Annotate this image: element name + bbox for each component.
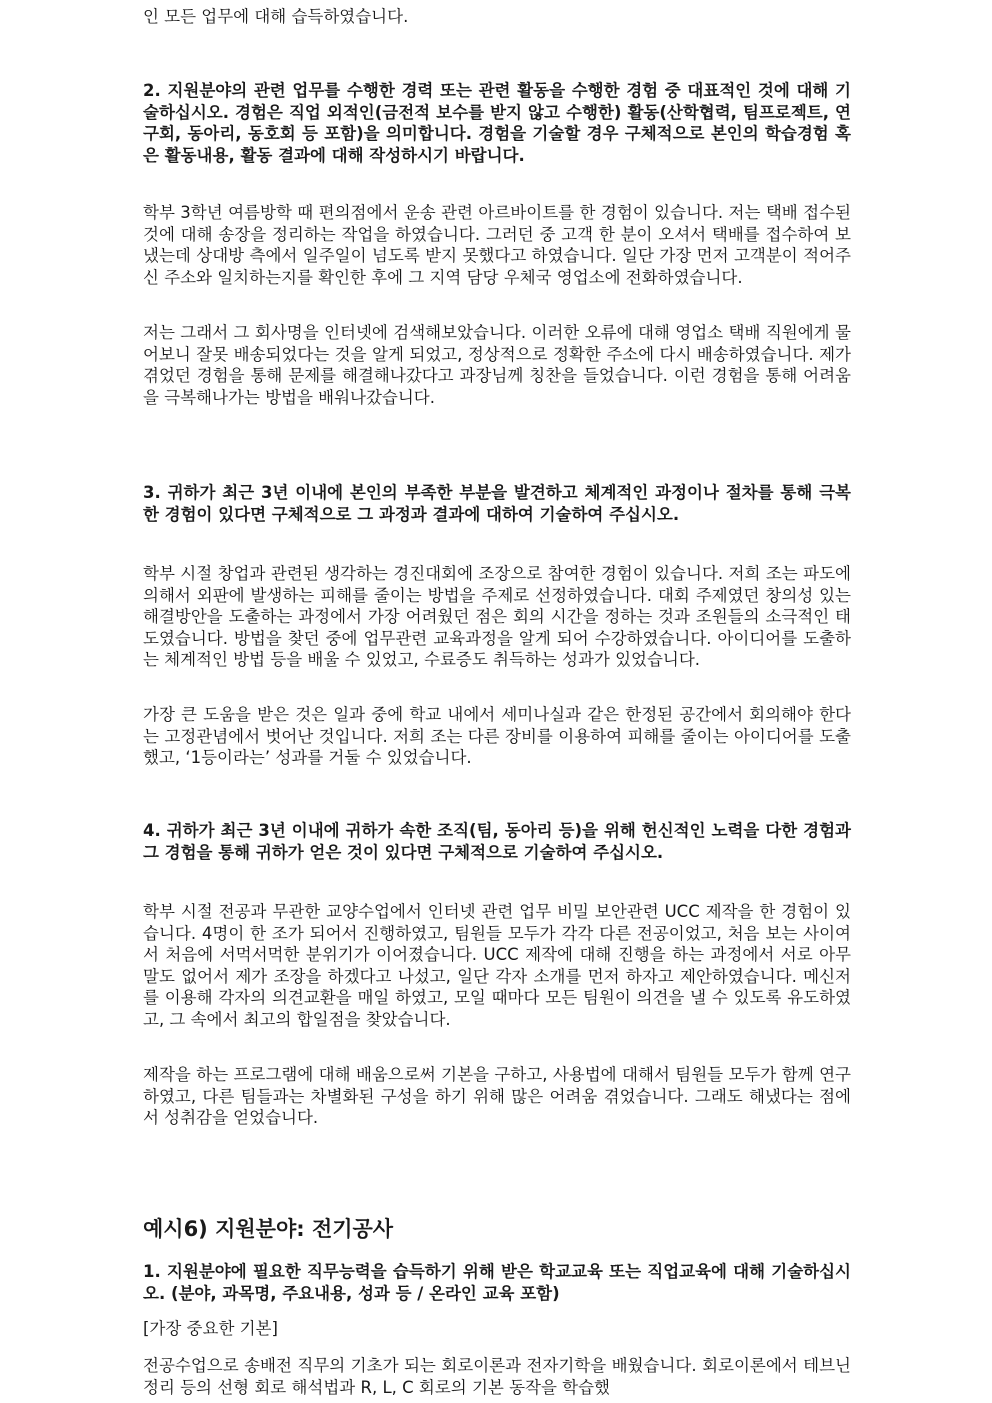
answer-4-paragraph-2: 제작을 하는 프로그램에 대해 배움으로써 기본을 구하고, 사용법에 대해서 팀원들 모두가 함께 연구하였고, 다른 팀들과는 차별화된 구성을 하기 위해 많은 어려움 겪었습니다. 그래도 해냈다는 점에서 성취감을 얻었습니다. bbox=[143, 1065, 851, 1127]
answer-3-paragraph-1: 학부 시절 창업과 관련된 생각하는 경진대회에 조장으로 참여한 경험이 있습니다. 저희 조는 파도에 의해서 외판에 발생하는 피해를 줄이는 방법을 주제로 선정하였습니다. 대회 주제였던 창의성 있는 해결방안을 도출하는 과정에서 가장 어려웠던 점은 회의 시간을 정하는 것과 조원들의 소극적인 태도였습니다. 방법을 찾던 중에 업무관련 교육과정을 알게 되어 수강하였습니다. 아이디어를 도출하는 체계적인 방법 등을 배울 수 있었고, 수료증도 취득하는 성과가 있었습니다. bbox=[143, 564, 851, 669]
answer-2-paragraph-1: 학부 3학년 여름방학 때 편의점에서 운송 관련 아르바이트를 한 경험이 있습니다. 저는 택배 접수된 것에 대해 송장을 정리하는 작업을 하였습니다. 그러던 중 고객 한 분이 오셔서 택배를 접수하여 보냈는데 상대방 측에서 일주일이 넘도록 받지 못했다고 하였습니다. 일단 가장 먼저 고객분이 적어주신 주소와 일치하는지를 확인한 후에 그 지역 담당 우체국 영업소에 전화하였습니다. bbox=[143, 203, 851, 287]
example-6-subheading: [가장 중요한 기본] bbox=[143, 1319, 278, 1338]
example-6-question-1: 1. 지원분야에 필요한 직무능력을 습득하기 위해 받은 학교교육 또는 직업교육에 대해 기술하십시오. (분야, 과목명, 주요내용, 성과 등 / 온라인 교육 포함) bbox=[143, 1262, 851, 1303]
question-3: 3. 귀하가 최근 3년 이내에 본인의 부족한 부분을 발견하고 체계적인 과정이나 절차를 통해 극복한 경험이 있다면 구체적으로 그 과정과 결과에 대하여 기술하여 주십시오. bbox=[143, 483, 851, 524]
answer-2-paragraph-2: 저는 그래서 그 회사명을 인터넷에 검색해보았습니다. 이러한 오류에 대해 영업소 택배 직원에게 물어보니 잘못 배송되었다는 것을 알게 되었고, 정상적으로 정확한 주소에 다시 배송하였습니다. 제가 겪었던 경험을 통해 문제를 해결해나갔다고 과장님께 칭찬을 들었습니다. 이런 경험을 통해 어려움을 극복해나가는 방법을 배워나갔습니다. bbox=[143, 323, 851, 407]
paragraph-continued: 인 모든 업무에 대해 습득하였습니다. bbox=[143, 7, 409, 26]
question-4: 4. 귀하가 최근 3년 이내에 귀하가 속한 조직(팀, 동아리 등)을 위해 헌신적인 노력을 다한 경험과 그 경험을 통해 귀하가 얻은 것이 있다면 구체적으로 기술하여 주십시오. bbox=[143, 821, 851, 862]
example-6-heading: 예시6) 지원분야: 전기공사 bbox=[143, 1217, 394, 1241]
answer-3-paragraph-2: 가장 큰 도움을 받은 것은 일과 중에 학교 내에서 세미나실과 같은 한정된 공간에서 회의해야 한다는 고정관념에서 벗어난 것입니다. 저희 조는 다른 장비를 이용하여 피해를 줄이는 아이디어를 도출했고, ‘1등이라는’ 성과를 거둘 수 있었습니다. bbox=[143, 705, 851, 767]
answer-4-paragraph-1: 학부 시절 전공과 무관한 교양수업에서 인터넷 관련 업무 비밀 보안관련 UCC 제작을 한 경험이 있습니다. 4명이 한 조가 되어서 진행하였고, 팀원들 모두가 각각 다른 전공이었고, 처음 보는 사이여서 처음에 서먹서먹한 분위기가 이어졌습니다. UCC 제작에 대해 진행을 하는 과정에서 서로 아무 말도 없어서 제가 조장을 하겠다고 나섰고, 일단 각자 소개를 먼저 하자고 제안하였습니다. 메신저를 이용해 각자의 의견교환을 매일 하였고, 모일 때마다 모든 팀원이 의견을 낼 수 있도록 유도하였고, 그 속에서 최고의 합일점을 찾았습니다. bbox=[143, 902, 851, 1029]
example-6-answer-1: 전공수업으로 송배전 직무의 기초가 되는 회로이론과 전자기학을 배웠습니다. 회로이론에서 테브닌 정리 등의 선형 회로 해석법과 R, L, C 회로의 기본 동작을 학습했 bbox=[143, 1356, 851, 1397]
question-2: 2. 지원분야의 관련 업무를 수행한 경력 또는 관련 활동을 수행한 경험 중 대표적인 것에 대해 기술하십시오. 경험은 직업 외적인(금전적 보수를 받지 않고 수행한) 활동(산학협력, 팀프로젝트, 연구회, 동아리, 동호회 등 포함)을 의미합니다. 경험을 기술할 경우 구체적으로 본인의 학습경험 혹은 활동내용, 활동 결과에 대해 작성하시기 바랍니다. bbox=[143, 81, 851, 165]
